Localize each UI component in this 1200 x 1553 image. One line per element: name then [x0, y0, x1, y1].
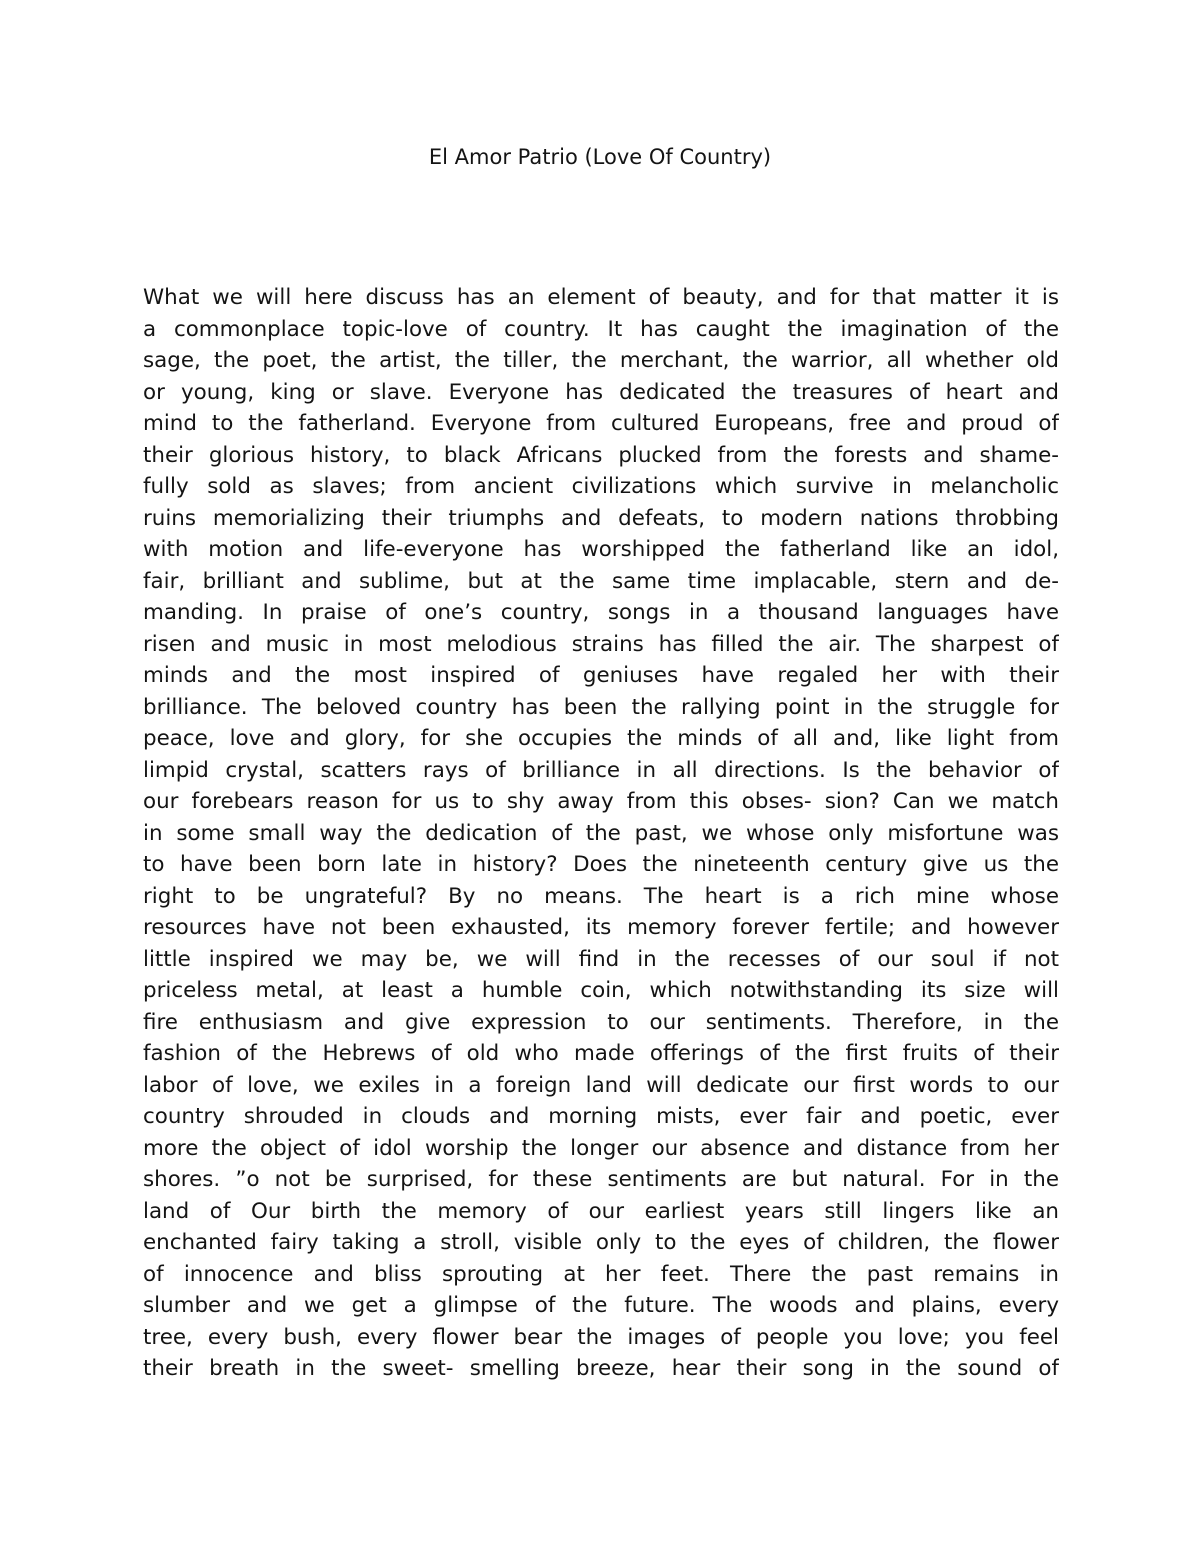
body-line: our forebears reason for us to shy away from this obses- sion? Can we match: [143, 789, 1059, 814]
body-line: in some small way the dedication of the past, we whose only misfortune was: [143, 820, 1059, 846]
body-line: more the object of idol worship the longer our absence and distance from her: [143, 1135, 1059, 1161]
body-line: limpid crystal, scatters rays of brilliance in all directions. Is the behavior of: [143, 757, 1059, 783]
body-line: ruins memorializing their triumphs and defeats, to modern nations throbbing: [143, 505, 1059, 531]
body-line: enchanted fairy taking a stroll, visible only to the eyes of children, the flower: [143, 1230, 1059, 1255]
body-line: fire enthusiasm and give expression to our sentiments. Therefore, in the: [143, 1009, 1059, 1035]
body-line: risen and music in most melodious strains has filled the air. The sharpest of: [143, 631, 1059, 657]
body-line: sage, the poet, the artist, the tiller, the merchant, the warrior, all whether old: [143, 348, 1059, 373]
body-line: country shrouded in clouds and morning mists, ever fair and poetic, ever: [143, 1104, 1059, 1129]
body-line: with motion and life-everyone has worshipped the fatherland like an idol,: [143, 537, 1059, 562]
body-line: little inspired we may be, we will find in the recesses of our soul if not: [143, 946, 1059, 972]
body-line: labor of love, we exiles in a foreign land will dedicate our first words to our: [143, 1072, 1059, 1098]
body-line: mind to the fatherland. Everyone from cultured Europeans, free and proud of: [143, 411, 1059, 436]
body-line: What we will here discuss has an element of beauty, and for that matter it is: [143, 285, 1059, 310]
body-line: a commonplace topic-love of country. It has caught the imagination of the: [143, 316, 1059, 342]
body-line: brilliance. The beloved country has been the rallying point in the struggle for: [143, 694, 1059, 720]
body-line: their glorious history, to black Africans plucked from the forests and shame-: [143, 442, 1059, 468]
body-line: or young, king or slave. Everyone has dedicated the treasures of heart and: [143, 379, 1059, 405]
document-body: [143, 282, 1059, 1385]
body-line: fashion of the Hebrews of old who made offerings of the first fruits of their: [143, 1041, 1059, 1066]
body-line: to have been born late in history? Does the nineteenth century give us the: [143, 852, 1059, 877]
body-line: their breath in the sweet- smelling breeze, hear their song in the sound of: [143, 1356, 1059, 1381]
body-line: fully sold as slaves; from ancient civilizations which survive in melancholic: [143, 474, 1059, 499]
body-line: priceless metal, at least a humble coin, which notwithstanding its size will: [143, 978, 1059, 1003]
body-line: peace, love and glory, for she occupies the minds of all and, like light from: [143, 726, 1059, 751]
body-line: fair, brilliant and sublime, but at the same time implacable, stern and de-: [143, 568, 1059, 594]
body-line: shores. ”o not be surprised, for these sentiments are but natural. For in the: [143, 1167, 1059, 1192]
body-line: resources have not been exhausted, its memory forever fertile; and however: [143, 915, 1059, 940]
document-title: El Amor Patrio (Love Of Country): [428, 145, 772, 169]
body-line: manding. In praise of one’s country, songs in a thousand languages have: [143, 600, 1059, 625]
body-line: tree, every bush, every flower bear the images of people you love; you feel: [143, 1324, 1059, 1350]
body-line: minds and the most inspired of geniuses have regaled her with their: [143, 663, 1059, 688]
body-line: slumber and we get a glimpse of the future. The woods and plains, every: [143, 1293, 1059, 1318]
body-line: land of Our birth the memory of our earliest years still lingers like an: [143, 1198, 1059, 1224]
body-line: of innocence and bliss sprouting at her feet. There the past remains in: [143, 1261, 1059, 1287]
body-line: right to be ungrateful? By no means. The heart is a rich mine whose: [143, 883, 1059, 909]
